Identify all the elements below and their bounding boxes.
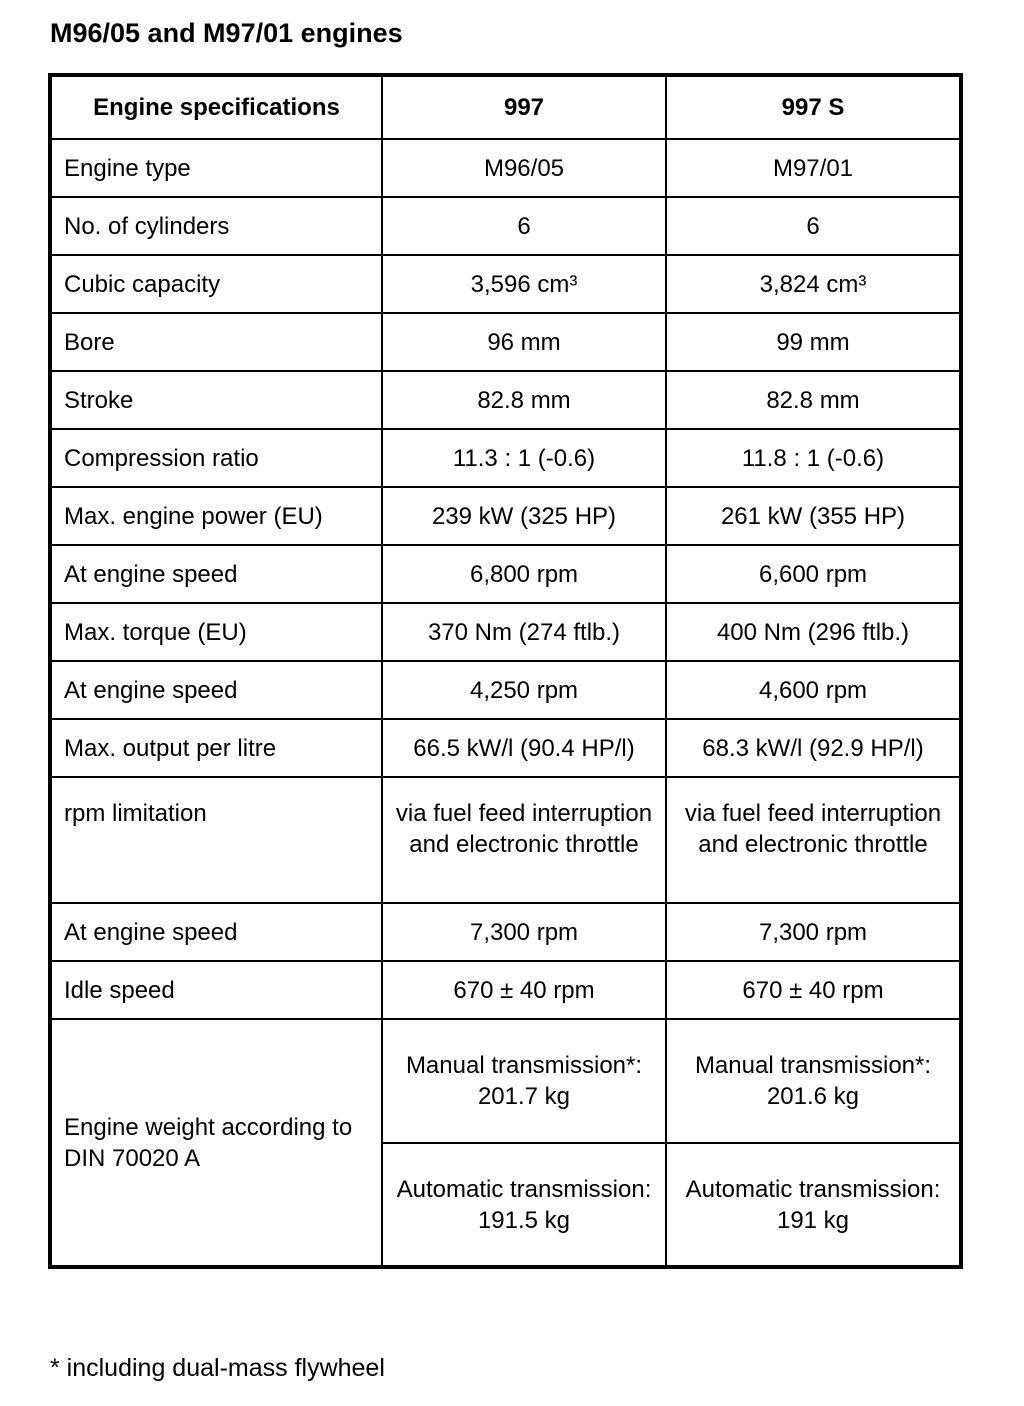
row-label-weight: Engine weight according to DIN 70020 A: [50, 1019, 382, 1267]
row-label: No. of cylinders: [50, 197, 382, 255]
row-label: At engine speed: [50, 545, 382, 603]
row-label: Engine type: [50, 139, 382, 197]
value-997s-manual: Manual transmission*: 201.6 kg: [666, 1019, 961, 1143]
table-row: [50, 139, 961, 197]
value-997: 7,300 rpm: [382, 903, 666, 961]
table-row: [50, 545, 961, 603]
column-header-997: 997: [382, 75, 666, 139]
row-label: Stroke: [50, 371, 382, 429]
value-997s: 6: [666, 197, 961, 255]
value-997: 11.3 : 1 (-0.6): [382, 429, 666, 487]
value-997: 239 kW (325 HP): [382, 487, 666, 545]
row-label: At engine speed: [50, 903, 382, 961]
row-label: Max. output per litre: [50, 719, 382, 777]
table-row: [50, 777, 961, 903]
table-row: [50, 719, 961, 777]
value-997s: 4,600 rpm: [666, 661, 961, 719]
value-997s: 6,600 rpm: [666, 545, 961, 603]
value-997s-auto: Automatic transmission: 191 kg: [666, 1143, 961, 1267]
value-997-auto: Automatic transmission: 191.5 kg: [382, 1143, 666, 1267]
table-row: [50, 603, 961, 661]
row-label: Max. torque (EU): [50, 603, 382, 661]
value-997: 66.5 kW/l (90.4 HP/l): [382, 719, 666, 777]
value-997: 6: [382, 197, 666, 255]
table-row: [50, 255, 961, 313]
table-row: [50, 903, 961, 961]
table-row: [50, 429, 961, 487]
table-row: [50, 371, 961, 429]
value-997s: 3,824 cm³: [666, 255, 961, 313]
column-header-997s: 997 S: [666, 75, 961, 139]
value-997s: 261 kW (355 HP): [666, 487, 961, 545]
value-997s: 82.8 mm: [666, 371, 961, 429]
value-997s: 400 Nm (296 ftlb.): [666, 603, 961, 661]
value-997: 4,250 rpm: [382, 661, 666, 719]
value-997: 6,800 rpm: [382, 545, 666, 603]
value-997s: 670 ± 40 rpm: [666, 961, 961, 1019]
footnote: * including dual-mass flywheel: [50, 1354, 385, 1382]
page-title: M96/05 and M97/01 engines: [50, 18, 403, 48]
row-label: Cubic capacity: [50, 255, 382, 313]
value-997: M96/05: [382, 139, 666, 197]
row-label: rpm limitation: [50, 777, 382, 903]
engine-spec-table: [48, 73, 963, 1269]
table-row-weight-manual: [50, 1019, 961, 1143]
value-997: 96 mm: [382, 313, 666, 371]
value-997: 670 ± 40 rpm: [382, 961, 666, 1019]
row-label: Compression ratio: [50, 429, 382, 487]
row-label: Bore: [50, 313, 382, 371]
table-header-row: [50, 75, 961, 139]
table-row: [50, 313, 961, 371]
row-label: Idle speed: [50, 961, 382, 1019]
column-header-spec: Engine specifications: [50, 75, 382, 139]
table-row: [50, 661, 961, 719]
value-997: via fuel feed interruption and electronic throttle: [382, 777, 666, 903]
value-997s: M97/01: [666, 139, 961, 197]
value-997: 370 Nm (274 ftlb.): [382, 603, 666, 661]
value-997s: 7,300 rpm: [666, 903, 961, 961]
value-997: 82.8 mm: [382, 371, 666, 429]
value-997-manual: Manual transmission*: 201.7 kg: [382, 1019, 666, 1143]
value-997s: 68.3 kW/l (92.9 HP/l): [666, 719, 961, 777]
value-997: 3,596 cm³: [382, 255, 666, 313]
value-997s: via fuel feed interruption and electronic throttle: [666, 777, 961, 903]
value-997s: 11.8 : 1 (-0.6): [666, 429, 961, 487]
table-row: [50, 961, 961, 1019]
table-row: [50, 197, 961, 255]
table-row: [50, 487, 961, 545]
row-label: Max. engine power (EU): [50, 487, 382, 545]
row-label: At engine speed: [50, 661, 382, 719]
value-997s: 99 mm: [666, 313, 961, 371]
